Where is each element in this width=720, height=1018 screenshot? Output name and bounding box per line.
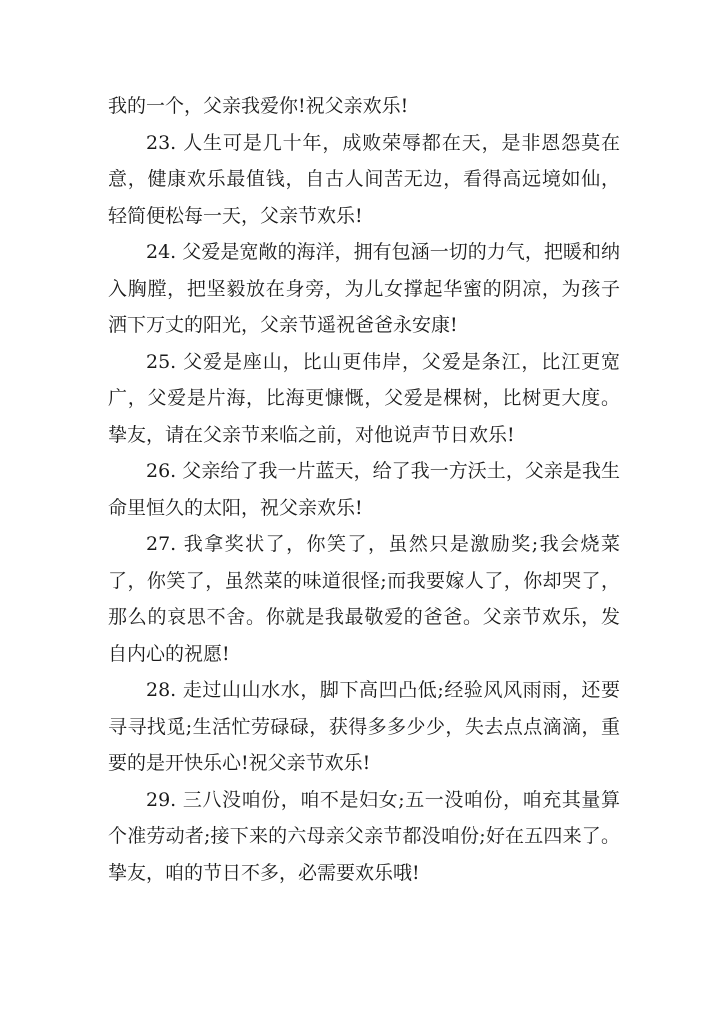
document-page (108, 88, 620, 891)
paragraph-26: 26. 父亲给了我一片蓝天，给了我一方沃土，父亲是我生命里恒久的太阳，祝父亲欢乐! (108, 460, 620, 519)
paragraph-29: 29. 三八没咱份，咱不是妇女;五一没咱份，咱充其量算个准劳动者;接下来的六母亲父亲节都没咱份;好在五四来了。挚友，咱的节日不多，必需要欢乐哦! (108, 788, 620, 884)
paragraph-22-continuation: 我的一个，父亲我爱你!祝父亲欢乐! (108, 95, 409, 117)
paragraph-27: 27. 我拿奖状了，你笑了，虽然只是激励奖;我会烧菜了，你笑了，虽然菜的味道很怪;而我要嫁人了，你却哭了，那么的哀思不舍。你就是我最敬爱的爸爸。父亲节欢乐，发自内心的祝愿! (108, 533, 620, 665)
paragraph-23: 23. 人生可是几十年，成败荣辱都在天，是非恩怨莫在意，健康欢乐最值钱，自古人间苦无边，看得高远境如仙，轻简便松每一天，父亲节欢乐! (108, 131, 620, 227)
paragraph-28: 28. 走过山山水水，脚下高凹凸低;经验风风雨雨，还要寻寻找觅;生活忙劳碌碌，获得多多少少，失去点点滴滴，重要的是开快乐心!祝父亲节欢乐! (108, 679, 620, 774)
paragraph-24: 24. 父爱是宽敞的海洋，拥有包涵一切的力气，把暖和纳入胸膛，把坚毅放在身旁，为儿女撑起华蜜的阴凉，为孩子洒下万丈的阳光，父亲节遥祝爸爸永安康! (108, 241, 620, 336)
paragraph-25: 25. 父爱是座山，比山更伟岸，父爱是条江，比江更宽广，父爱是片海，比海更慷慨，父爱是棵树，比树更大度。挚友，请在父亲节来临之前，对他说声节日欢乐! (108, 350, 620, 446)
